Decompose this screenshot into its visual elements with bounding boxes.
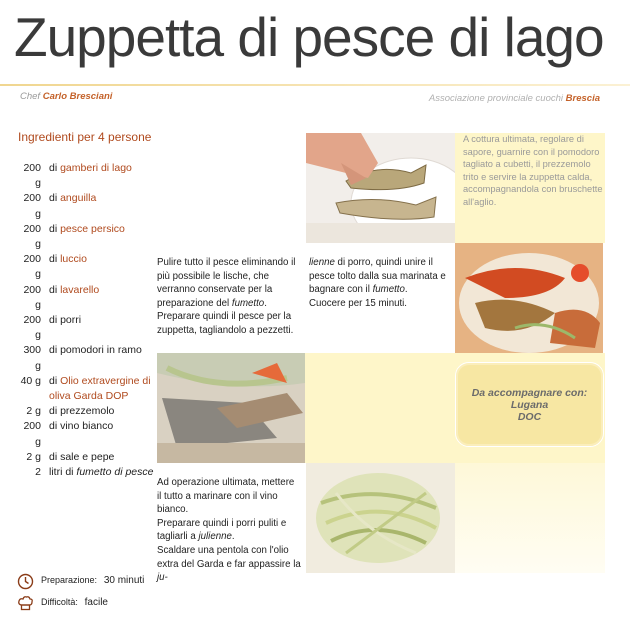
photo-leek-julienne	[306, 463, 455, 573]
pairing-wine-doc: DOC	[517, 411, 542, 423]
difficulty	[17, 597, 108, 608]
step-8-italic: ju-	[157, 572, 168, 584]
step-4-text: Cuocere per 15 minuti.	[309, 297, 408, 309]
difficulty-value: facile	[84, 597, 108, 608]
prep-value: 30 minuti	[103, 575, 145, 586]
wine-pairing-box	[455, 362, 604, 447]
pairing-wine-name: Lugana	[510, 399, 549, 411]
step-5-text: A cottura ultimata, regolare di sapore, guarnire con il pomodoro tagliato a cubetti, il prezzemolo trito e servire la zuppetta calda, accompagnandola con bruschette all'aglio.	[463, 134, 603, 207]
wine-pairing-text	[456, 387, 603, 423]
ingredient-prefix: di	[49, 420, 61, 433]
ingredient-prefix: di	[49, 192, 61, 205]
ingredient-name: Olio extravergine di oliva Garda DOP	[49, 374, 151, 403]
ingredient-name: fumetto di pesce	[76, 466, 154, 479]
step-3-text: di porro, quindi unire il pesce tolto dalla sua marinata e bagnare con il	[309, 257, 446, 296]
step-text-block-4	[157, 476, 301, 585]
ingredient-quantity: 200 g	[23, 253, 41, 281]
step-text-block-1	[157, 256, 300, 338]
ingredient-text	[41, 343, 155, 373]
ingredient-name: lavarello	[60, 283, 100, 296]
ingredient-quantity: 200 g	[23, 283, 41, 311]
prep-time	[17, 575, 144, 586]
ingredient-prefix: di	[49, 283, 61, 296]
ingredient-quantity: 200 g	[23, 314, 41, 342]
photo-cleaning-fish	[306, 133, 455, 243]
ingredient-text	[41, 465, 155, 480]
ingredient-name: sale e pepe	[60, 450, 115, 463]
ingredient-quantity: 40 g	[20, 374, 41, 387]
step-text-block-3	[463, 133, 604, 209]
chef-label: Chef	[20, 91, 41, 102]
ingredient-quantity: 300 g	[23, 344, 41, 372]
step-3-end: .	[404, 284, 408, 296]
bg-block-bottom-right	[455, 463, 605, 573]
ingredient-prefix: di	[49, 374, 61, 387]
ingredient-text	[41, 222, 155, 252]
title-divider	[0, 84, 630, 86]
ingredient-prefix: di	[49, 405, 61, 418]
ingredient-quantity: 2	[35, 466, 41, 479]
prep-label: Preparazione:	[41, 575, 98, 585]
ingredient-name: pesce persico	[60, 222, 125, 235]
step-1-text: Pulire tutto il pesce eliminando il più possibile le lische, che verranno conservate per la preparazione del	[157, 257, 296, 309]
ingredient-prefix: di	[49, 314, 61, 327]
ingredient-name: pomodori in ramo	[60, 344, 142, 357]
ingredient-row	[15, 313, 155, 343]
step-1-italic: fumetto	[231, 297, 265, 309]
step-text-block-2	[309, 256, 452, 310]
ingredient-name: prezzemolo	[60, 405, 115, 418]
ingredient-row	[15, 161, 155, 191]
step-3-italic-start: lienne	[309, 257, 335, 268]
ingredient-text	[41, 404, 155, 419]
step-8-text: Scaldare una pentola con l'olio extra del Garda e far appassire la	[157, 544, 301, 570]
ingredients-list	[15, 161, 155, 480]
ingredient-text	[41, 419, 155, 449]
step-7-end: .	[231, 531, 235, 543]
ingredient-name: gamberi di lago	[60, 162, 132, 174]
ingredient-prefix: di	[49, 162, 61, 174]
ingredient-text	[41, 450, 155, 465]
ingredient-quantity: 200 g	[23, 192, 41, 220]
ingredient-row	[15, 191, 155, 221]
ingredient-text	[41, 313, 155, 343]
step-7-text: Preparare quindi i porri puliti e tagliarli a	[157, 517, 287, 543]
ingredient-name: anguilla	[60, 192, 97, 205]
ingredient-name: porri	[60, 314, 82, 327]
ingredient-text	[41, 191, 155, 221]
association-city: Brescia	[565, 93, 600, 104]
page-title: Zuppetta di pesce di lago	[14, 6, 604, 68]
ingredient-quantity: 2 g	[26, 405, 41, 418]
ingredient-text	[41, 161, 155, 191]
ingredient-name: vino bianco	[60, 420, 114, 433]
association-credit	[429, 93, 600, 104]
step-3-italic-end: fumetto	[372, 284, 405, 296]
ingredient-row	[15, 404, 155, 419]
step-1-end: .	[264, 297, 267, 309]
ingredient-name: luccio	[60, 253, 87, 266]
association-label: Associazione provinciale cuochi	[428, 93, 564, 104]
leek-illustration	[306, 463, 455, 573]
ingredient-prefix: di	[49, 222, 61, 235]
ingredient-quantity: 200 g	[23, 420, 41, 448]
ingredient-quantity: 200 g	[23, 162, 41, 190]
ingredient-row	[15, 419, 155, 449]
ingredient-text	[41, 283, 155, 313]
ingredient-text	[41, 252, 155, 282]
chef-credit	[20, 91, 112, 102]
ingredient-prefix: di	[49, 450, 61, 463]
bg-block-middle	[305, 353, 455, 463]
ingredient-prefix: di	[49, 253, 61, 266]
chef-hat-icon	[17, 595, 34, 612]
ingredient-row	[15, 283, 155, 313]
ingredient-quantity: 200 g	[23, 222, 41, 251]
step-6-text: Ad operazione ultimata, mettere il tutto a marinare con il vino bianco.	[157, 477, 295, 516]
marinade-illustration	[157, 353, 305, 463]
ingredients-heading: Ingredienti per 4 persone	[18, 130, 152, 144]
photo-marinating-fish	[157, 353, 305, 463]
ingredient-row	[15, 252, 155, 282]
ingredient-row	[15, 450, 155, 465]
difficulty-label: Difficoltà:	[41, 597, 78, 607]
step-2-text: Preparare quindi il pesce per la zuppetta, tagliandolo a pezzetti.	[157, 311, 294, 336]
ingredient-text	[41, 374, 155, 404]
ingredient-row	[15, 465, 155, 480]
soup-illustration	[455, 243, 603, 353]
photo-soup-crayfish	[455, 243, 603, 353]
chef-name: Carlo Bresciani	[42, 91, 113, 102]
ingredient-row	[15, 343, 155, 373]
pairing-label: Da accompagnare con:	[471, 387, 588, 399]
ingredient-prefix: litri di	[49, 466, 77, 479]
ingredient-row	[15, 374, 155, 404]
ingredient-row	[15, 222, 155, 252]
step-7-italic: julienne	[198, 531, 232, 543]
clock-icon	[17, 573, 34, 590]
ingredient-quantity: 2 g	[26, 450, 41, 463]
fish-illustration	[306, 133, 455, 243]
ingredient-prefix: di	[49, 344, 61, 357]
